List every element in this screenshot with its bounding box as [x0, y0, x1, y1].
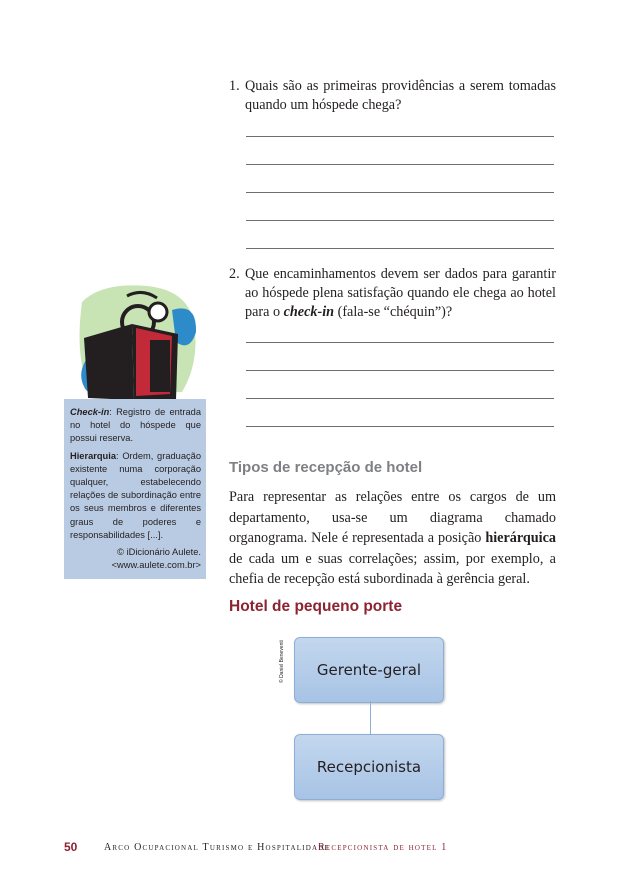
question-1-number: 1.: [229, 78, 240, 94]
question-2: [229, 265, 556, 322]
subsection-title: Hotel de pequeno porte: [229, 598, 403, 615]
answer-line[interactable]: [246, 342, 554, 343]
question-2-text-end: (fala-se “chéquin”)?: [334, 304, 453, 320]
paragraph-end: de cada um e suas correlações; assim, por exemplo, a chefia de recepção está subordinada à gerência geral.: [229, 550, 556, 587]
footer-book-title: Arco Ocupacional Turismo e Hospitalidade: [104, 842, 330, 853]
question-1-text: Quais são as primeiras providências a serem tomadas quando um hóspede chega?: [245, 78, 556, 113]
answer-line[interactable]: [246, 164, 554, 165]
answer-line[interactable]: [246, 370, 554, 371]
question-2-text-start: Que encaminhamentos devem ser dados para garantir ao hóspede plena satisfação quando ele chega ao hotel para o: [245, 266, 556, 320]
question-2-text: [229, 265, 556, 322]
answer-line[interactable]: [246, 398, 554, 399]
section-paragraph: [229, 487, 556, 590]
page-number: 50: [64, 840, 78, 854]
org-node-recepcionista: Recepcionista: [294, 734, 444, 800]
question-1: [229, 77, 556, 115]
question-2-term: check-in: [283, 304, 335, 320]
answer-line[interactable]: [246, 248, 554, 249]
answer-line[interactable]: [246, 220, 554, 221]
glossary-hierarquia: [70, 450, 201, 542]
reading-person-illustration: [72, 282, 202, 402]
answer-line[interactable]: [246, 192, 554, 193]
glossary-term-hierarquia: Hierarquia: [70, 450, 116, 461]
answer-line[interactable]: [246, 426, 554, 427]
glossary-source-name: © iDicionário Aulete.: [117, 547, 201, 558]
glossary-source-url[interactable]: <www.aulete.com.br>: [111, 560, 201, 571]
glossary-def-hierarquia: : Ordem, graduação existente numa corporação qualquer, estabelecendo relações de subordinação entre os seus membros e diferentes graus de poderes e responsabilidades [...].: [70, 450, 201, 540]
glossary-checkin: [70, 406, 201, 446]
glossary-term-checkin: Check-in: [70, 407, 110, 417]
paragraph-start: Para representar as relações entre os cargos de um departamento, usa-se um diagrama chamado organograma. Nele é representada a posição: [229, 489, 556, 546]
org-connector: [370, 701, 371, 734]
section-title: Tipos de recepção de hotel: [229, 459, 423, 476]
footer-module-title: Recepcionista de hotel 1: [318, 842, 448, 853]
paragraph-keyword: hierárquica: [485, 530, 556, 546]
answer-line[interactable]: [246, 136, 554, 137]
glossary-box: [64, 399, 206, 579]
glossary-def-checkin: : Registro de entrada no hotel do hóspede que possui reserva.: [70, 407, 201, 444]
org-node-gerente-geral: Gerente-geral: [294, 637, 444, 703]
image-credit: © Daniel Beneventi: [279, 640, 285, 683]
question-2-number: 2.: [229, 266, 240, 282]
